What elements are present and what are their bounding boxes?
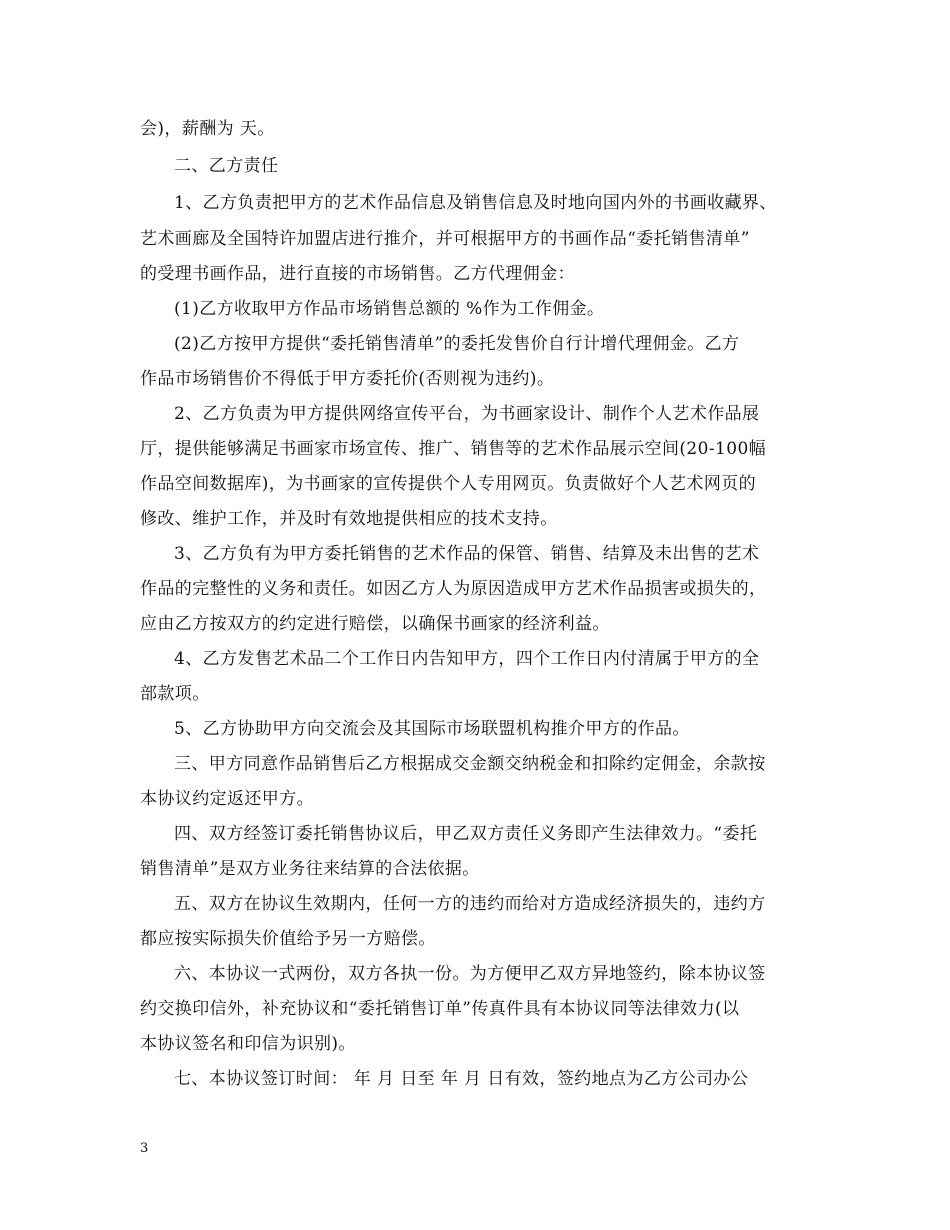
text-line: 约交换印信外，补充协议和“委托销售订单”传真件具有本协议同等法律效力(以 xyxy=(140,999,740,1019)
text-line: 都应按实际损失价值给予另一方赔偿。 xyxy=(140,929,436,949)
text-line: 作品的完整性的义务和责任。如因乙方人为原因造成甲方艺术作品损害或损失的， xyxy=(140,579,767,599)
text-line: 本协议约定返还甲方。 xyxy=(140,789,314,809)
text-line: 4、乙方发售艺术品二个工作日内告知甲方，四个工作日内付清属于甲方的全 xyxy=(174,649,760,669)
text-line: (2)乙方按甲方提供“委托销售清单”的委托发售价自行计增代理佣金。乙方 xyxy=(174,334,740,354)
text-line: 作品市场销售价不得低于甲方委托价(否则视为违约)。 xyxy=(140,369,555,389)
text-line: 部款项。 xyxy=(140,684,210,704)
text-line: 1、乙方负责把甲方的艺术作品信息及销售信息及时地向国内外的书画收藏界、 xyxy=(174,193,777,213)
text-line: 的受理书画作品，进行直接的市场销售。乙方代理佣金： xyxy=(140,264,575,284)
text-line: 六、本协议一式两份，双方各执一份。为方便甲乙双方异地签约，除本协议签 xyxy=(174,964,766,984)
text-line: 三、甲方同意作品销售后乙方根据成交金额交纳税金和扣除约定佣金，余款按 xyxy=(174,754,766,774)
text-line: 应由乙方按双方的约定进行赔偿，以确保书画家的经济利益。 xyxy=(140,614,610,634)
text-line: 作品空间数据库)，为书画家的宣传提供个人专用网页。负责做好个人艺术网页的 xyxy=(140,474,757,494)
text-line: 5、乙方协助甲方向交流会及其国际市场联盟机构推介甲方的作品。 xyxy=(174,719,690,739)
text-line: 厅，提供能够满足书画家市场宣传、推广、销售等的艺术作品展示空间(20-100幅 xyxy=(140,439,767,459)
text-line: 会)，薪酬为 天。 xyxy=(140,119,275,139)
text-line: 2、乙方负责为甲方提供网络宣传平台，为书画家设计、制作个人艺术作品展 xyxy=(174,404,760,424)
page-number: 3 xyxy=(140,1141,149,1156)
text-line: 3、乙方负有为甲方委托销售的艺术作品的保管、销售、结算及未出售的艺术 xyxy=(174,544,760,564)
section-heading: 二、乙方责任 xyxy=(174,156,279,176)
text-line: 七、本协议签订时间： 年 月 日至 年 月 日有效，签约地点为乙方公司办公 xyxy=(174,1069,749,1089)
text-line: (1)乙方收取甲方作品市场销售总额的 %作为工作佣金。 xyxy=(174,299,605,319)
text-line: 五、双方在协议生效期内，任何一方的违约而给对方造成经济损失的，违约方 xyxy=(174,894,766,914)
text-line: 本协议签名和印信为识别)。 xyxy=(140,1034,356,1054)
text-line: 销售清单”是双方业务往来结算的合法依据。 xyxy=(140,859,480,879)
text-line: 艺术画廊及全国特许加盟店进行推介，并可根据甲方的书画作品“委托销售清单” xyxy=(140,229,750,249)
text-line: 修改、维护工作，并及时有效地提供相应的技术支持。 xyxy=(140,509,558,529)
text-line: 四、双方经签订委托销售协议后，甲乙双方责任义务即产生法律效力。“委托 xyxy=(174,824,758,844)
